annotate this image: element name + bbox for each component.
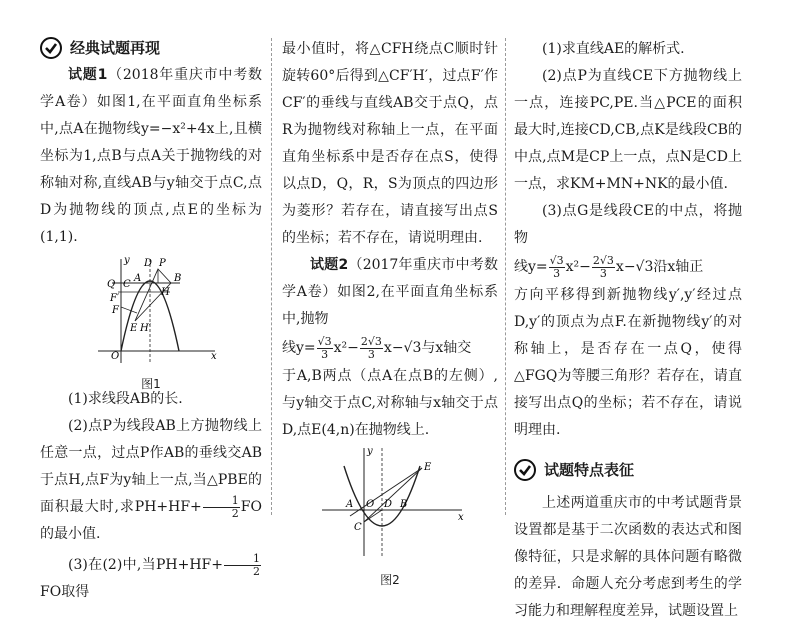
fig1-label-O: O (111, 351, 120, 362)
frac-numerator: 1 (203, 495, 240, 508)
question-1-part-1: (1)求线段AB的长. (68, 391, 183, 407)
fig1-label-H: H (161, 287, 170, 298)
q2p3-frac1-den: 3 (553, 266, 561, 280)
fig2-axis-x: x (458, 512, 464, 523)
question-2-equation-line (282, 333, 498, 363)
figure-1 (40, 251, 262, 391)
frac-numerator-2: 1 (224, 553, 261, 566)
section-2-text: 上述两道重庆市的中考试题背景设置都是基于二次函数的表达式和图像特征，只是求解的具体问题有略微的差异．命题人充分考虑到考生的学习能力和理解程度差异，试题设置上 (514, 495, 742, 619)
section-badge-icon (514, 459, 536, 481)
question-1-part-2-tail: FO的最小值. (40, 499, 262, 542)
q2-frac2-num: 2√3 (360, 334, 382, 348)
q2p3-eq-tail: 沿x轴正 (653, 259, 704, 275)
frac-denominator: 2 (231, 506, 239, 520)
fig2-label-C: C (354, 522, 362, 533)
q2p3-frac2-den: 3 (599, 266, 607, 280)
q2p3-frac-sqrt3-over-3 (549, 255, 565, 280)
fig1-label-C: C (123, 279, 131, 290)
fig2-axis-y: y (367, 446, 373, 457)
q2p3-frac1-num: √3 (549, 253, 564, 267)
question-1-continuation: 最小值时，将△CFH绕点C顺时针旋转60°后得到△CF′H′，过点F′作CF′的垂线与直线AB交于点Q，点R为抛物线对称轴上一点，在平面直角坐标系中是否存在点S，使得以点D，Q，R，S为顶点的四边形为菱形？若存在，请直接写出点S的坐标；若不存在，请说明理由. (282, 41, 498, 246)
question-1-intro (40, 62, 262, 251)
column-1 (40, 0, 262, 606)
question-2-part-3-rest: 方向平移得到新抛物线y′,y′经过点D,y′的顶点为点F.在新抛物线y′的对称轴上，是否存在一点Q，使得△FGQ为等腰三角形？若存在，请直接写出点Q的坐标；若不存在，请说明理由. (514, 287, 742, 438)
question-1-part-2 (40, 413, 262, 548)
section-2-title: 试题特点表征 (544, 460, 635, 479)
question-2-label: 试题2 (310, 257, 349, 273)
section-badge-icon (40, 37, 62, 59)
section-title: 经典试题再现 (70, 38, 161, 57)
fraction-one-half (203, 495, 240, 520)
question-1-part-3-tail: FO取得 (40, 584, 90, 600)
fig2-label-O: O (366, 499, 375, 510)
fig1-label-B: B (174, 273, 182, 284)
section-heading-classic (40, 34, 262, 62)
fraction-one-half-2 (224, 553, 261, 578)
question-2-intro (282, 252, 498, 333)
question-1-label: 试题1 (68, 67, 108, 83)
figure-1-graph (40, 251, 262, 366)
q2-frac-sqrt3-over-3 (317, 336, 333, 361)
fig1-label-Hprime: H′ (140, 323, 151, 334)
figure-2-caption: 图2 (380, 573, 400, 587)
q2-eq-mid1: x²− (333, 340, 359, 356)
column-divider-1 (271, 38, 272, 515)
q2p3-eq-head: 线y= (514, 259, 548, 275)
figure-2 (282, 444, 498, 588)
q2-frac1-num: √3 (317, 334, 332, 348)
question-1-part-3 (40, 552, 262, 606)
column-3 (514, 0, 742, 625)
q2p3-frac2-num: 2√3 (592, 253, 614, 267)
fig1-axis-x: x (211, 351, 217, 362)
fig1-label-F: F (112, 305, 119, 316)
fig1-label-Fprime: F′ (110, 293, 120, 304)
q2-frac2-den: 3 (367, 347, 375, 361)
fig2-label-B: B (400, 499, 408, 510)
question-2-part-3-head: (3)点G是线段CE的中点，将抛物 (514, 203, 742, 246)
fig1-label-Q: Q (107, 279, 116, 290)
q2p3-eq-mid1: x²− (565, 259, 591, 275)
q2p3-frac-2sqrt3-over-3 (592, 255, 615, 280)
frac-denominator-2: 2 (253, 564, 260, 578)
q2-eq-head: 线y= (282, 340, 316, 356)
question-2-part-1: (1)求直线AE的解析式. (542, 41, 685, 57)
q2-eq-mid2: x−√3 (383, 340, 422, 356)
q2-frac1-den: 3 (321, 347, 329, 361)
fig1-label-D: D (144, 258, 153, 269)
question-2-part-3-equation (514, 252, 742, 282)
question-1-part-3-head: (3)在(2)中,当PH+HF+ (68, 557, 223, 573)
figure-2-graph (282, 444, 498, 562)
question-1-part-2-text: (2)点P为线段AB上方抛物线上任意一点，过点P作AB的垂线交AB于点H,点F为y轴上一点,当△PBE的面积最大时,求PH+HF+ (40, 418, 262, 515)
fig2-label-D: D (384, 499, 393, 510)
q2-frac-2sqrt3-over-3 (360, 336, 383, 361)
section-heading-features (514, 456, 742, 484)
question-2-part-2: (2)点P为直线CE下方抛物线上一点，连接PC,PE.当△PCE的面积最大时,连接CD,CB,点K是线段CB的中点,点M是CP上一点，点N是CD上一点，求KM+MN+NK的最小值. (514, 68, 742, 192)
question-2-text: （2017年重庆市中考数学A卷）如图2,在平面直角坐标系中,抛物 (282, 257, 498, 327)
fig1-label-A: A (134, 273, 142, 284)
column-2 (282, 0, 498, 588)
fig1-label-E: E (130, 323, 138, 334)
fig2-label-E: E (424, 462, 432, 473)
q2-eq-tail: 与x轴交 (421, 340, 472, 356)
fig1-label-P: P (159, 258, 166, 269)
fig2-label-A: A (346, 499, 354, 510)
question-2-rest: 于A,B两点（点A在点B的左侧）,与y轴交于点C,对称轴与x轴交于点D,点E(4,n)在抛物线上. (282, 368, 498, 438)
question-1-text: （2018年重庆市中考数学A卷）如图1,在平面直角坐标系中,点A在抛物线y=−x²+4x上,且横坐标为1,点B与点A关于抛物线的对称轴对称,直线AB与y轴交于点C,点D为抛物线的顶点,点E的坐标为(1,1). (40, 67, 262, 245)
figure-1-caption: 图1 (141, 377, 161, 391)
fig1-axis-y: y (124, 255, 130, 266)
q2p3-eq-mid2: x−√3 (615, 259, 654, 275)
column-divider-2 (505, 38, 506, 515)
